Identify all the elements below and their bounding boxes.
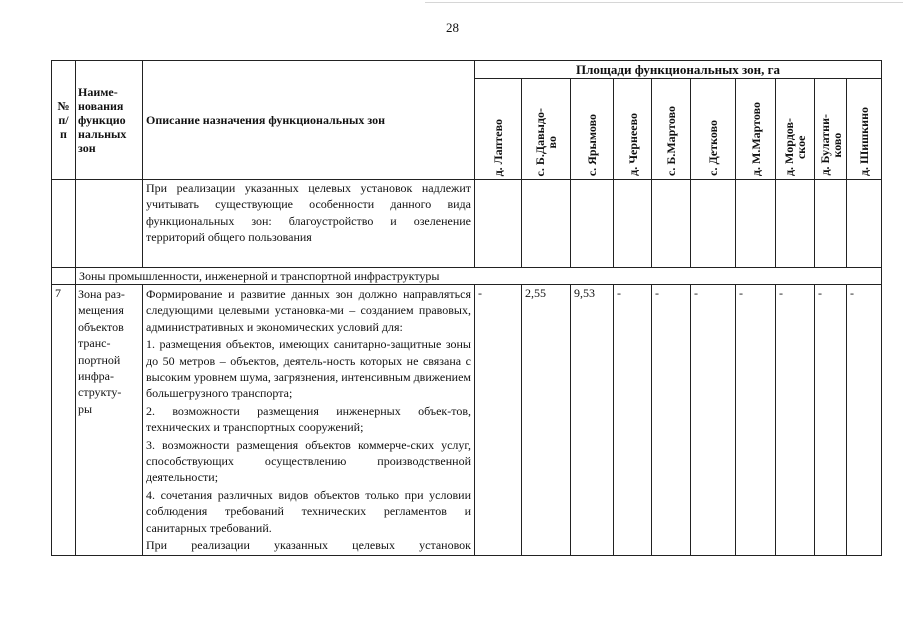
header-row [52, 61, 882, 79]
col-laptevo [475, 79, 522, 180]
col-yarymovo-label: с. Ярымово [585, 113, 599, 176]
cont-cell [652, 180, 691, 268]
col-mordovskoe [776, 79, 815, 180]
cont-num [52, 180, 76, 268]
table-row-7 [52, 285, 882, 556]
col-b-martovo-label: с. Б.Мартово [664, 106, 678, 176]
section-row [52, 268, 882, 285]
cont-cell [614, 180, 652, 268]
col-mordovskoe-label: д. Мордов- ское [782, 117, 808, 176]
header-name [76, 61, 143, 180]
col-detkovo-label: с. Детково [706, 120, 720, 176]
row7-val-laptevo: - [475, 285, 522, 556]
cont-name [76, 180, 143, 268]
col-b-davydovo-label: с. Б.Давыдо- во [533, 107, 559, 176]
row7-name-text: Зона раз- мещения объектов транс- портной инфра- структу- ры [78, 287, 125, 416]
col-b-martovo [652, 79, 691, 180]
col-bulatnikovo-label: д. Булатни- ково [817, 114, 844, 176]
col-laptevo-label: д. Лаптево [491, 118, 505, 176]
page-top-line [425, 2, 903, 3]
cont-description [143, 180, 475, 268]
row7-description [143, 285, 475, 556]
row7-val-m-martovo: - [736, 285, 776, 556]
cont-cell [776, 180, 815, 268]
col-shishkino [847, 79, 882, 180]
col-detkovo [691, 79, 736, 180]
row7-desc-p4: 3. возможности размещения объектов коммерче-ских услуг, способствующих осуществлению производственной деятельности; [146, 437, 471, 485]
cont-cell [475, 180, 522, 268]
row7-desc-p2: 1. размещения объектов, имеющих санитарно-защитные зоны до 50 метров – объектов, деятель-ность которых не связана с высоким уровнем шума, загрязнения, интенсивным движением большегрузного транспорта; [146, 337, 471, 401]
cont-cell [571, 180, 614, 268]
row7-desc-p5: 4. сочетания различных видов объектов только при условии соблюдения требований технических регламентов и санитарных требований. [146, 487, 471, 535]
row7-val-b-martovo: - [652, 285, 691, 556]
functional-zones-table [51, 60, 882, 556]
header-areas-title: Площади функциональных зон, га [475, 61, 882, 79]
row7-val-yarymovo: 9,53 [571, 285, 614, 556]
section-num [52, 268, 76, 285]
col-m-martovo [736, 79, 776, 180]
cont-cell [736, 180, 776, 268]
col-yarymovo [571, 79, 614, 180]
cont-description-text: При реализации указанных целевых установок надлежит учитывать существующие особенности данного вида функциональных зон: благоустройство и озеленение территорий общего пользования [146, 181, 471, 245]
row7-num: 7 [52, 285, 76, 556]
col-shishkino-label: д. Шишкино [857, 106, 872, 176]
header-num [52, 61, 76, 180]
row7-val-mordovskoe: - [776, 285, 815, 556]
row7-val-bulatnikovo: - [815, 285, 847, 556]
header-description: Описание назначения функциональных зон [143, 61, 475, 180]
col-bulatnikovo [815, 79, 847, 180]
col-cherneevo [614, 79, 652, 180]
row7-desc-p1: Формирование и развитие данных зон должно направляться следующими целевыми установка-ми – созданием правовых, административных и экономических условий для: [146, 287, 471, 334]
page-number: 28 [446, 20, 459, 35]
row7-val-detkovo: - [691, 285, 736, 556]
section-title: Зоны промышленности, инженерной и транспортной инфраструктуры [76, 268, 882, 285]
cont-cell [691, 180, 736, 268]
cont-cell [847, 180, 882, 268]
header-name-text: Наиме- нования функцио нальных зон [78, 85, 127, 155]
cont-cell [522, 180, 571, 268]
col-cherneevo-label: д. Чернеево [625, 113, 640, 176]
row7-desc-p3: 2. возможности размещения инженерных объек-тов, технических и транспортных сооружений; [146, 403, 471, 435]
row7-val-shishkino: - [847, 285, 882, 556]
header-num-text: № п/ п [57, 99, 70, 141]
col-b-davydovo [522, 79, 571, 180]
row7-name [76, 285, 143, 556]
row7-val-b-davydovo: 2,55 [522, 285, 571, 556]
cont-cell [815, 180, 847, 268]
row7-desc-p6: При реализации указанных целевых установок [146, 538, 471, 553]
row7-val-cherneevo: - [614, 285, 652, 556]
col-m-martovo-label: д. М.Мартово [748, 101, 763, 176]
continuation-row [52, 180, 882, 268]
